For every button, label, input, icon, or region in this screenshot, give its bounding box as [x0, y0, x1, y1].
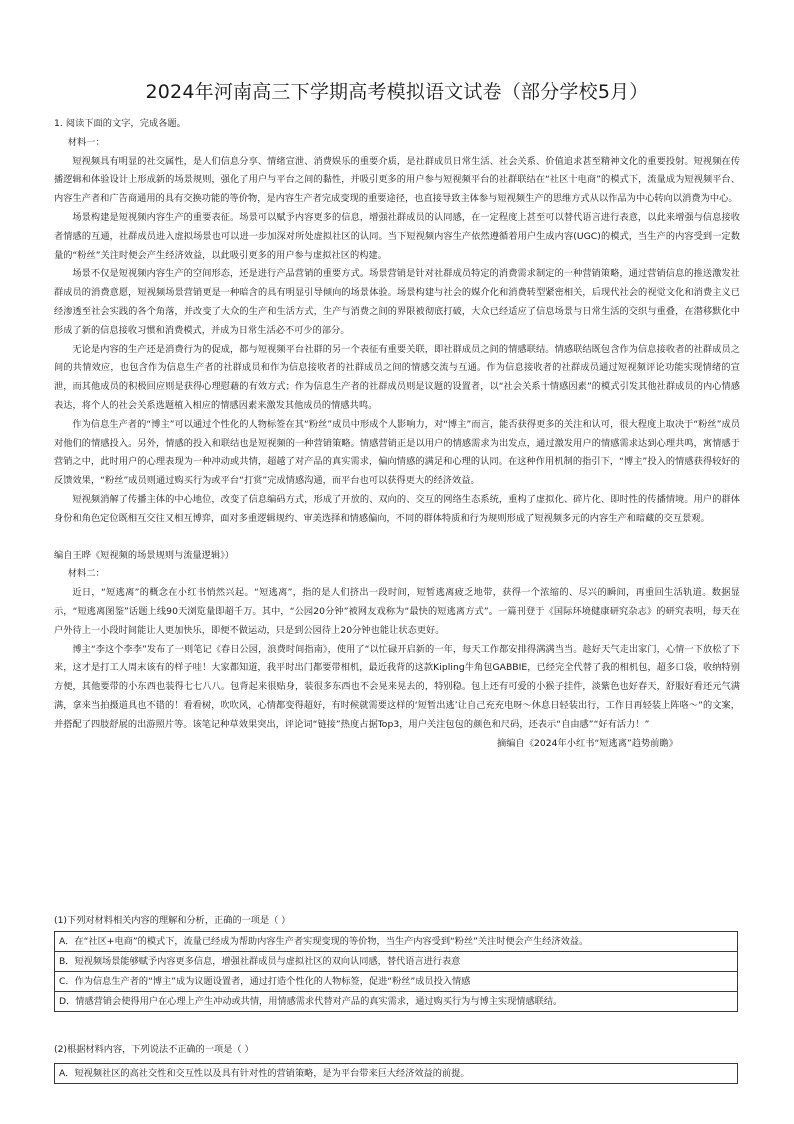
question-1-options	[54, 931, 738, 1012]
paragraph-1: 短视频具有明显的社交属性，是人们信息分享、情绪宣泄、消费娱乐的重要介质，是社群成员日常生活、社会关系、价值追求甚至精神文化的重要投射。短视频在传播逻辑和体验设计上形成新的场景规则，强化了用户与平台之间的黏性，并吸引更多的用户参与短视频平台的社群联结在“社区十电商”的模式下，流量成为短视频平台、内容生产者和广告商通用的具有交换功能的等价物，是内容生产者完成变现的重要途径，也直接导致主体参与短视频生产的思维方式从以作品为中心转向以消费为中心。	[54, 155, 740, 205]
source-note-1: 编自王晔《短视频的场景规则与流量逻辑》）	[54, 549, 235, 561]
paragraph-7: 近日，“短逃离”的概念在小红书悄然兴起。“短逃离”，指的是人们挤出一段时间，短暂逃离疲乏地带，获得一个浓缩的、尽兴的瞬间，再重回生活轨道。数据显示，“短逃离图鉴”话题上线90天浏览量即超千万。其中，“公园20分钟”被网友戏称为“最快的短逃离方式”。一篇刊登于《国际环境健康研究杂志》的研究表明，每天在户外待上一小段时间能让人更加快乐，即便不做运动，只是到公园待上20分钟也能让状态更好。	[54, 587, 740, 636]
paragraph-2: 场景构建是短视频内容生产的重要表征。场景可以赋予内容更多的信息，增强社群成员的认同感，在一定程度上甚至可以替代语言进行表意，以此来增强与信息接收者情感的互通，社群成员进入虚拟场景也可以进一步加深对所处虚拟社区的认同。当下短视频内容生产依然遵循着用户生成内容(UGC)的模式，当生产的内容受到一定数量的“粉丝”关注时便会产生经济效益，以此吸引更多的用户参与虚拟社区的构建。	[54, 211, 740, 261]
paragraph-6: 短视频消解了传播主体的中心地位，改变了信息编码方式，形成了开放的、双向的、交互的网络生态系统，重构了虚拟化、碎片化、即时性的传播情境。用户的群体身份和角色定位既相互交往又相互博弈，面对多重逻辑规约、审美选择和情感偏向，不同的群体特质和行为规则形成了短视频多元的内容生产和暗藏的交互景观。	[54, 493, 740, 524]
material2-label: 材料二：	[67, 568, 105, 580]
page-title: 2024年河南高三下学期高考模拟语文试卷（部分学校5月）	[145, 80, 649, 103]
q1-option-d[interactable]: D．情感营销会使得用户在心理上产生冲动或共情，用情感需求代替对产品的真实需求，通过购买行为与博主实现情感联结。	[55, 992, 738, 1012]
question-2-stem: (2)根据材料内容，下列说法不正确的一项是（ ）	[54, 1044, 254, 1055]
paragraph-4: 无论是内容的生产还是消费行为的促成，都与短视频平台社群的另一个表征有重要关联，即社群成员之间的情感联结。情感联结既包含作为信息接收者的社群成员之间的共情效应，也包含作为信息生产者的社群成员和作为信息接收者的社群成员之间的情感交流与互通。作为信息接收者的社群成员通过短视频评论功能实现情绪的宣泄，而其他成员的积极回应则是获得心理慰藉的有效方式；作为信息生产者的社群成员则是议题的设置者，以“社会关系十情感因素”的模式引发其他社群成员的内心情感表达，将个人的社会关系选题植入相应的情感因素来激发其他成员的情感共鸣。	[54, 343, 740, 411]
q1-option-a[interactable]: A．在“社区+电商”的模式下，流量已经成为帮助内容生产者实现变现的等价物，当生产内容受到“粉丝”关注时便会产生经济效益。	[55, 932, 738, 952]
question-intro: 1. 阅读下面的文字，完成各题。	[54, 118, 186, 129]
q1-option-c[interactable]: C．作为信息生产者的“博主”成为议题设置者，通过打造个性化的人物标签，促进“粉丝”成员投入情感	[55, 972, 738, 992]
paragraph-5: 作为信息生产者的“博主”可以通过个性化的人物标签在其“粉丝”成员中形成个人影响力，对“博主”而言，能否获得更多的关注和认可，很大程度上取决于“粉丝”成员对他们的情感投入。另外，情感的投入和联结也是短视频的一种营销策略。情感营销正是以用户的情感需求为出发点，通过激发用户的情感需求达到心理共鸣，寓情感于营销之中，此时用户的心理表现为一种冲动或共情，超越了对产品的真实需求，偏向情感的满足和心理的认同。在这种作用机制的指引下，“博主”投入的情感获得较好的反馈效果，“粉丝”成员则通过购买行为或平台“打赏”完成情感沟通，而平台也可以获得更大的经济效益。	[54, 418, 740, 487]
question-2-options	[54, 1063, 738, 1084]
paragraph-3: 场景不仅是短视频内容生产的空间形态，还是进行产品营销的重要方式。场景营销是针对社群成员特定的消费需求制定的一种营销策略，通过营销信息的推送激发社群成员的消费意愿，短视频场景营销更是一种暗含的具有明显引导倾向的场景体验。场景构建与社会的媒介化和消费转型紧密相关，后现代社会的视觉文化和消费主义已经渗透至社会实践的各个角落，并改变了大众的生产和生活方式，生产与消费之间的界限被彻底打破，大众已经适应了信息场景与日常生活的交织与重叠，在潜移默化中形成了新的信息接收习惯和消费模式，并成为日常生活必不可少的部分。	[54, 268, 740, 336]
paragraph-8: 博主“李这个李李”发布了一则笔记《春日公园，浪费时间指南》，使用了“以忙碌开启新的一年，每天工作都安排得满满当当。趁好天气走出家门，心情一下放松了下来，这才是打工人周末该有的样子哇！大家都知道，我平时出门都要带相机，最近我背的这款Kipling牛角包GABBIE，已经完全代替了我的相机包，超多口袋，收纳特别方便，其他要带的小东西也装得七七八八。包背起来很贴身，装很多东西也不会晃来晃去的，特别稳。包上还有可爱的小猴子挂件，淡紫色也好春天，舒服好看还元气满满，拿来当拍摄道具也不错的！看看树，吹吹风，心情都变得超好，有时候就需要这样的‘短暂出逃’让自己充充电呀～休息日轻装出行，工作日再轻装上阵咯～”的文案，并搭配了四肢舒展的出游照片等。该笔记种草效果突出，评论词“链接”热度占据Top3，用户关注包包的颜色和尺码，还表示“自由感”“好有活力！”	[54, 643, 741, 730]
material1-label: 材料一：	[67, 136, 105, 148]
reading-passage	[54, 115, 740, 753]
source-note-2: 摘编自《2024年小红书“短逃离”趋势前瞻》	[497, 737, 678, 749]
question-1-stem: (1)下列对材料相关内容的理解和分析，正确的一项是（ ）	[54, 915, 291, 926]
q2-option-a[interactable]: A．短视频社区的高社交性和交互性以及具有针对性的营销策略，是为平台带来巨大经济效益的前提。	[55, 1064, 738, 1084]
q1-option-b[interactable]: B．短视频场景能够赋予内容更多信息，增强社群成员与虚拟社区的双向认同感，替代语言进行表意	[55, 952, 738, 972]
